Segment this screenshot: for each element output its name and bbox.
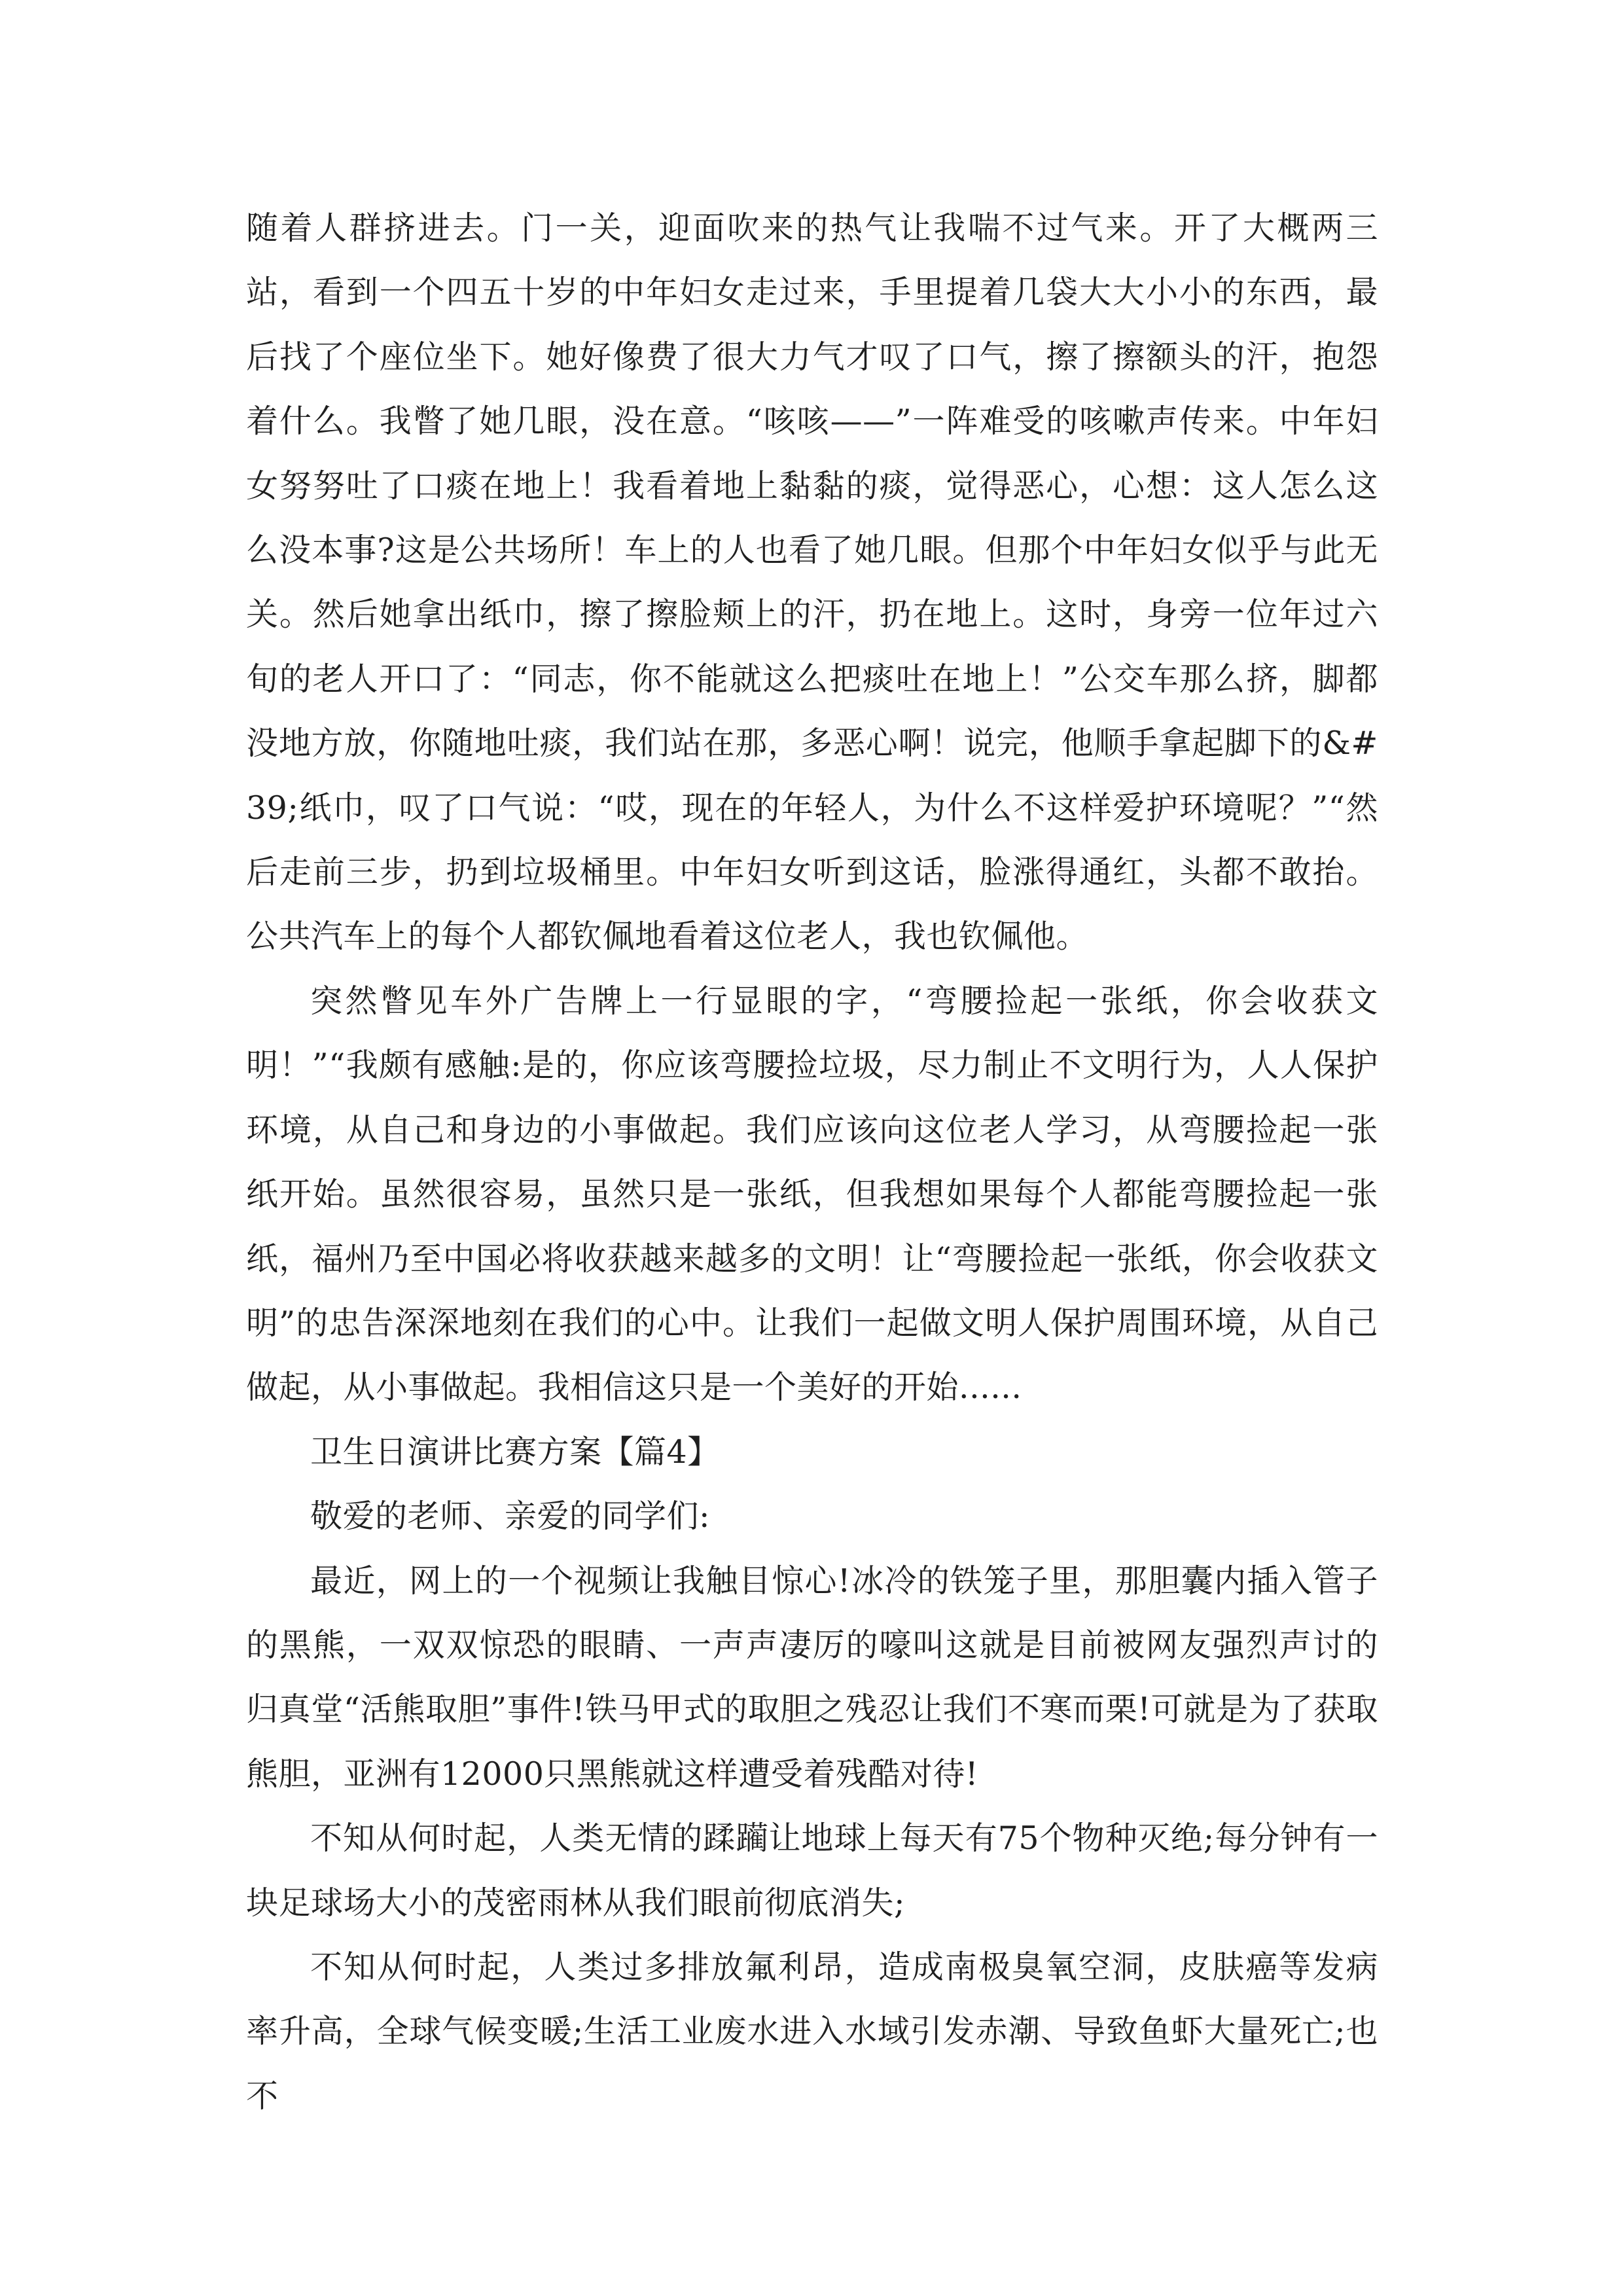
section-heading: 卫生日演讲比赛方案【篇4】: [310, 1433, 720, 1471]
paragraph-bus-story: 随着人群挤进去。门一关，迎面吹来的热气让我喘不过气来。开了大概两三站，看到一个四五十岁的中年妇女走过来，手里提着几袋大大小小的东西，最后找了个座位坐下。她好像费了很大力气才叹了口气，擦了擦额头的汗，抱怨着什么。我瞥了她几眼，没在意。“咳咳——”一阵难受的咳嗽声传来。中年妇女努努吐了口痰在地上！我看着地上黏黏的痰，觉得恶心，心想：这人怎么这么没本事?这是公共场所！车上的人也看了她几眼。但那个中年妇女似乎与此无关。然后她拿出纸巾，擦了擦脸颊上的汗，扔在地上。这时，身旁一位年过六旬的老人开口了：“同志，你不能就这么把痰吐在地上！”公交车那么挤，脚都没地方放，你随地吐痰，我们站在那，多恶心啊！说完，他顺手拿起脚下的&#39;纸巾，叹了口气说：“哎，现在的年轻人，为什么不这样爱护环境呢？”“然后走前三步，扔到垃圾桶里。中年妇女听到这话，脸涨得通红，头都不敢抬。公共汽车上的每个人都钦佩地看着这位老人，我也钦佩他。: [246, 209, 1378, 956]
body-text: [246, 196, 1378, 2128]
paragraph-pollution: 不知从何时起，人类过多排放氟利昂，造成南极臭氧空洞，皮肤癌等发病率升高，全球气候变暖;生活工业废水进入水域引发赤潮、导致鱼虾大量死亡;也不: [246, 1948, 1378, 2115]
salutation: 敬爱的老师、亲爱的同学们:: [310, 1498, 711, 1535]
paragraph-species-extinction: 不知从何时起，人类无情的蹂躏让地球上每天有75个物种灭绝;每分钟有一块足球场大小的茂密雨林从我们眼前彻底消失;: [246, 1820, 1378, 1922]
paragraph-black-bear: 最近，网上的一个视频让我触目惊心!冰冷的铁笼子里，那胆囊内插入管子的黑熊，一双双惊恐的眼睛、一声声凄厉的嚎叫这就是目前被网友强烈声讨的归真堂“活熊取胆”事件!铁马甲式的取胆之残忍让我们不寒而栗!可就是为了获取熊胆，亚洲有12000只黑熊就这样遭受着残酷对待!: [246, 1562, 1378, 1793]
paragraph-billboard-reflection: 突然瞥见车外广告牌上一行显眼的字，“弯腰捡起一张纸，你会收获文明！”“我颇有感触:是的，你应该弯腰捡垃圾，尽力制止不文明行为，人人保护环境，从自己和身边的小事做起。我们应该向这位老人学习，从弯腰捡起一张纸开始。虽然很容易，虽然只是一张纸，但我想如果每个人都能弯腰捡起一张纸，福州乃至中国必将收获越来越多的文明！让“弯腰捡起一张纸，你会收获文明”的忠告深深地刻在我们的心中。让我们一起做文明人保护周围环境，从自己做起，从小事做起。我相信这只是一个美好的开始......: [246, 982, 1378, 1407]
